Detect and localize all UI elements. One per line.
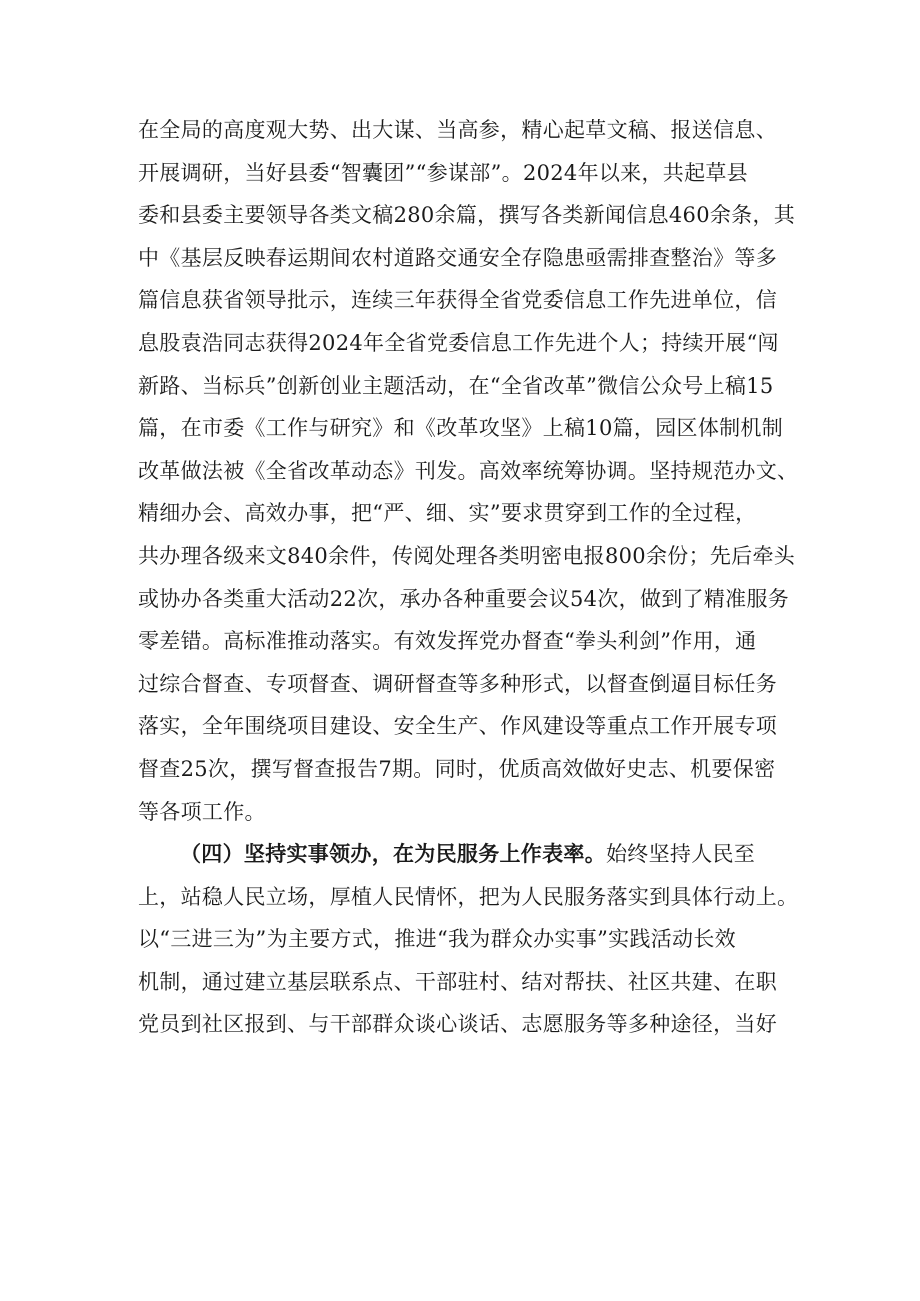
text-line: 息股袁浩同志获得2024年全省党委信息工作先进个人；持续开展“闯 [138,330,779,355]
paragraph-1 [138,109,798,833]
text-line: 委和县委主要领导各类文稿280余篇，撰写各类新闻信息460余条，其 [138,203,796,228]
text-line: 落实，全年围绕项目建设、安全生产、作风建设等重点工作开展专项 [138,714,777,739]
text-line: 以“三进三为”为主要方式，推进“我为群众办实事”实践活动长效 [138,927,736,952]
text-line: 篇，在市委《工作与研究》和《改革攻坚》上稿10篇，园区体制机制 [138,416,784,441]
body-text [138,109,798,1046]
text-line: 改革做法被《全省改革动态》刊发。高效率统筹协调。坚持规范办文、 [138,458,799,483]
text-line: 党员到社区报到、与干部群众谈心谈话、志愿服务等多种途径，当好 [138,1012,777,1037]
paragraph-2 [138,833,798,1046]
text-line: 共办理各级来文840余件，传阅处理各类明密电报800余份；先后牵头 [138,543,796,568]
text-line: 在全局的高度观大势、出大谋、当高参，精心起草文稿、报送信息、 [138,118,777,142]
section-heading: （四）坚持实事领办，在为民服务上作表率。 [180,841,606,867]
text-line: 或协办各类重大活动22次，承办各种重要会议54次，做到了精准服务 [138,586,790,611]
text-line: 精细办会、高效办事，把“严、细、实”要求贯穿到工作的全过程， [138,501,757,526]
text-line: 开展调研，当好县委“智囊团”“参谋部”。2024年以来，共起草县 [138,160,748,185]
text-line: 上，站稳人民立场，厚植人民情怀，把为人民服务落实到具体行动上。 [138,884,799,909]
text-line: 中《基层反映春运期间农村道路交通安全存隐患亟需排查整治》等多 [138,245,777,270]
text-line [138,833,798,876]
text-line: 等各项工作。 [138,799,266,824]
heading-continuation: 始终坚持人民至 [606,842,756,867]
text-line: 机制，通过建立基层联系点、干部驻村、结对帮扶、社区共建、在职 [138,969,777,994]
text-line: 篇信息获省领导批示，连续三年获得全省党委信息工作先进单位，信 [138,288,777,313]
text-line: 过综合督查、专项督查、调研督查等多种形式，以督查倒逼目标任务 [138,671,777,696]
text-line: 新路、当标兵”创新创业主题活动，在“全省改革”微信公众号上稿15 [138,373,774,398]
text-line: 零差错。高标准推动落实。有效发挥党办督查“拳头利剑”作用，通 [138,629,757,654]
text-line: 督查25次，撰写督查报告7期。同时，优质高效做好史志、机要保密 [138,756,776,781]
